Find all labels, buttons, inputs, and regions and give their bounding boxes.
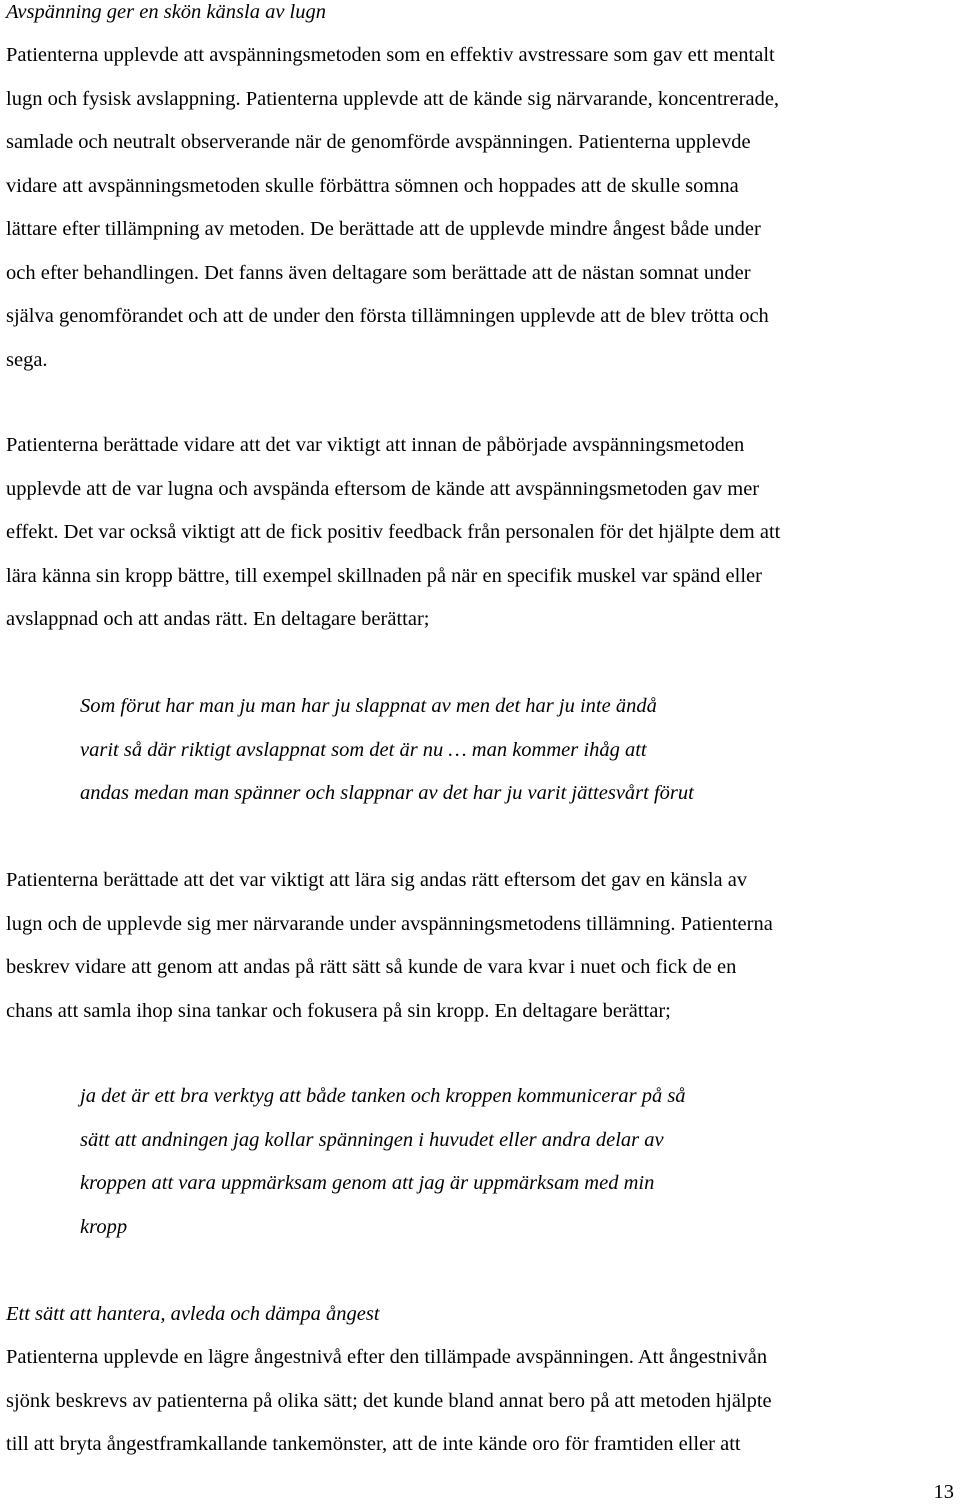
text-line: upplevde att de var lugna och avspända eftersom de kände att avspänningsmetoden gav mer [6, 477, 760, 500]
quote-line: andas medan man spänner och slappnar av det har ju varit jättesvårt förut [80, 782, 694, 804]
paragraph-1 [6, 34, 952, 382]
quote-line: kropp [80, 1215, 128, 1238]
quote-line: kroppen att vara uppmärksam genom att jag är uppmärksam med min [80, 1172, 655, 1194]
text-line: Patienterna berättade att det var viktigt att lära sig andas rätt eftersom det gav en känsla av [6, 869, 748, 891]
section-heading-calm: Avspänning ger en skön känsla av lugn [6, 1, 326, 23]
interview-quote-1 [80, 685, 694, 816]
quote-line: varit så där riktigt avslappnat som det är nu … man kommer ihåg att [80, 738, 647, 761]
text-line: lära känna sin kropp bättre, till exempel skillnaden på när en specifik muskel var spänd eller [6, 564, 762, 587]
text-line: vidare att avspänningsmetoden skulle förbättra sömnen och hoppades att de skulle somna [6, 174, 739, 197]
text-line: till att bryta ångestframkallande tankemönster, att de inte kände oro för framtiden eller att [6, 1433, 741, 1455]
text-line: avslappnad och att andas rätt. En deltagare berättar; [6, 608, 430, 630]
section-heading-anxiety: Ett sätt att hantera, avleda och dämpa ångest [6, 1303, 380, 1325]
text-line: själva genomförandet och att de under den första tillämningen upplevde att de blev trötta och [6, 305, 769, 327]
paragraph-3 [6, 859, 952, 1033]
text-line: sjönk beskrevs av patienterna på olika sätt; det kunde bland annat bero på att metoden hjälpte [6, 1389, 772, 1412]
text-line: effekt. Det var också viktigt att de fick positiv feedback från personalen för det hjälpte dem att [6, 521, 781, 543]
interview-quote-2 [80, 1075, 686, 1249]
paragraph-4 [6, 1336, 952, 1467]
text-line: Patienterna berättade vidare att det var viktigt att innan de påbörjade avspänningsmetoden [6, 434, 745, 456]
quote-line: sätt att andningen jag kollar spänningen i huvudet eller andra delar av [80, 1128, 664, 1151]
text-line: samlade och neutralt observerande när de genomförde avspänningen. Patienterna upplevde [6, 131, 751, 153]
quote-line: Som förut har man ju man har ju slappnat av men det har ju inte ändå [80, 695, 657, 717]
quote-line: ja det är ett bra verktyg att både tanken och kroppen kommunicerar på så [80, 1085, 686, 1107]
text-line: Patienterna upplevde att avspänningsmetoden som en effektiv avstressare som gav ett mentalt [6, 44, 775, 66]
text-line: lättare efter tillämpning av metoden. De berättade att de upplevde mindre ångest både under [6, 218, 761, 240]
paragraph-2 [6, 424, 952, 642]
text-line: lugn och de upplevde sig mer närvarande under avspänningsmetodens tillämning. Patienterna [6, 912, 773, 935]
text-line: sega. [6, 348, 48, 371]
page-number: 13 [933, 1481, 954, 1503]
text-line: Patienterna upplevde en lägre ångestnivå efter den tillämpade avspänningen. Att ångestnivån [6, 1346, 768, 1368]
text-line: och efter behandlingen. Det fanns även deltagare som berättade att de nästan somnat under [6, 261, 751, 284]
text-line: lugn och fysisk avslappning. Patienterna upplevde att de kände sig närvarande, koncentrerade, [6, 87, 780, 110]
text-line: beskrev vidare att genom att andas på rätt sätt så kunde de vara kvar i nuet och fick de en [6, 956, 737, 978]
text-line: chans att samla ihop sina tankar och fokusera på sin kropp. En deltagare berättar; [6, 999, 671, 1022]
